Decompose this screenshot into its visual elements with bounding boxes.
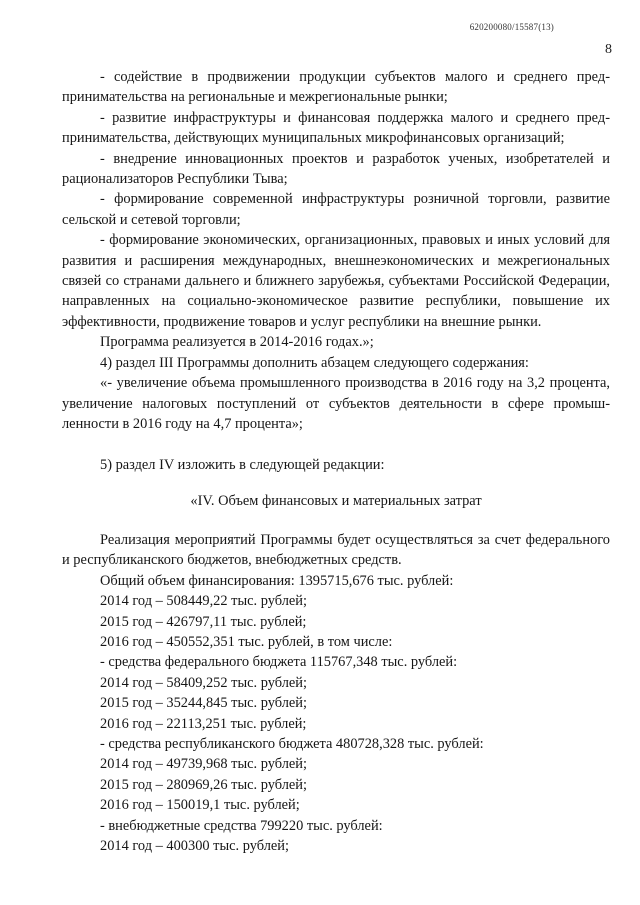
- goal-item: - формирование экономических, организационных, правовых и иных условий для развития и расширения международных, внешнеэкономических и межрегиональных связей со странами дальнего и ближнего зарубежья, субъектами Российской Федерации, направленных на социально-экономическое развитие республики, повышение их эффективности, продвижение товаров и услуг республики на внешние рынки.: [62, 232, 610, 330]
- section-heading: «IV. Объем финансовых и материальных затрат: [190, 493, 482, 509]
- goal-item: - содействие в продвижении продукции субъектов малого и среднего предпринимательства на региональные и межрегиональные рынки;: [62, 69, 610, 106]
- funding-line: 2015 год – 280969,26 тыс. рублей;: [100, 776, 307, 793]
- funding-line: - внебюджетные средства 799220 тыс. рублей:: [100, 817, 383, 834]
- page-number: 8: [605, 42, 612, 57]
- funding-line: 2014 год – 58409,252 тыс. рублей;: [100, 674, 307, 691]
- funding-line: 2014 год – 49739,968 тыс. рублей;: [100, 756, 307, 773]
- goal-item: - формирование современной инфраструктуры розничной торговли, развитие сельской и сетевой торговли;: [62, 191, 610, 228]
- funding-line: 2016 год – 150019,1 тыс. рублей;: [100, 797, 300, 814]
- funding-line: Общий объем финансирования: 1395715,676 тыс. рублей:: [100, 572, 454, 589]
- document-id: 620200080/15587(13): [469, 22, 554, 32]
- funding-line: 2016 год – 450552,351 тыс. рублей, в том числе:: [100, 634, 393, 651]
- funding-line: Реализация мероприятий Программы будет осуществляться за счет федерального и республиканского бюджетов, внебюджетных средств.: [62, 532, 610, 569]
- funding-line: - средства республиканского бюджета 480728,328 тыс. рублей:: [100, 736, 484, 753]
- funding-section: [62, 530, 610, 857]
- section-heading-wrap: [62, 491, 610, 511]
- amendment-text: «- увеличение объема промышленного производства в 2016 году на 3,2 процента, увеличение налоговых поступлений от субъектов деятельности в сфере промышленности в 2016 году на 4,7 процента»;: [62, 375, 610, 432]
- program-period: Программа реализуется в 2014-2016 годах.»;: [100, 334, 374, 351]
- goal-item: - внедрение инновационных проектов и разработок ученых, изобретателей и рационализаторов Республики Тыва;: [62, 150, 610, 188]
- section-intro: 5) раздел IV изложить в следующей редакции:: [100, 457, 385, 473]
- funding-line: 2015 год – 35244,845 тыс. рублей;: [100, 695, 307, 712]
- goals-list: [62, 67, 610, 434]
- amendment-item-5: [62, 455, 610, 475]
- funding-line: 2015 год – 426797,11 тыс. рублей;: [100, 613, 307, 630]
- goal-item: - развитие инфраструктуры и финансовая поддержка малого и среднего предпринимательства, действующих муниципальных микрофинансовых организаций;: [62, 109, 610, 147]
- funding-line: 2014 год – 508449,22 тыс. рублей;: [100, 593, 307, 610]
- funding-line: 2016 год – 22113,251 тыс. рублей;: [100, 715, 307, 732]
- funding-line: - средства федерального бюджета 115767,348 тыс. рублей:: [100, 654, 458, 671]
- amendment-item-4: 4) раздел III Программы дополнить абзацем следующего содержания:: [100, 354, 529, 371]
- funding-line: 2014 год – 400300 тыс. рублей;: [100, 838, 289, 855]
